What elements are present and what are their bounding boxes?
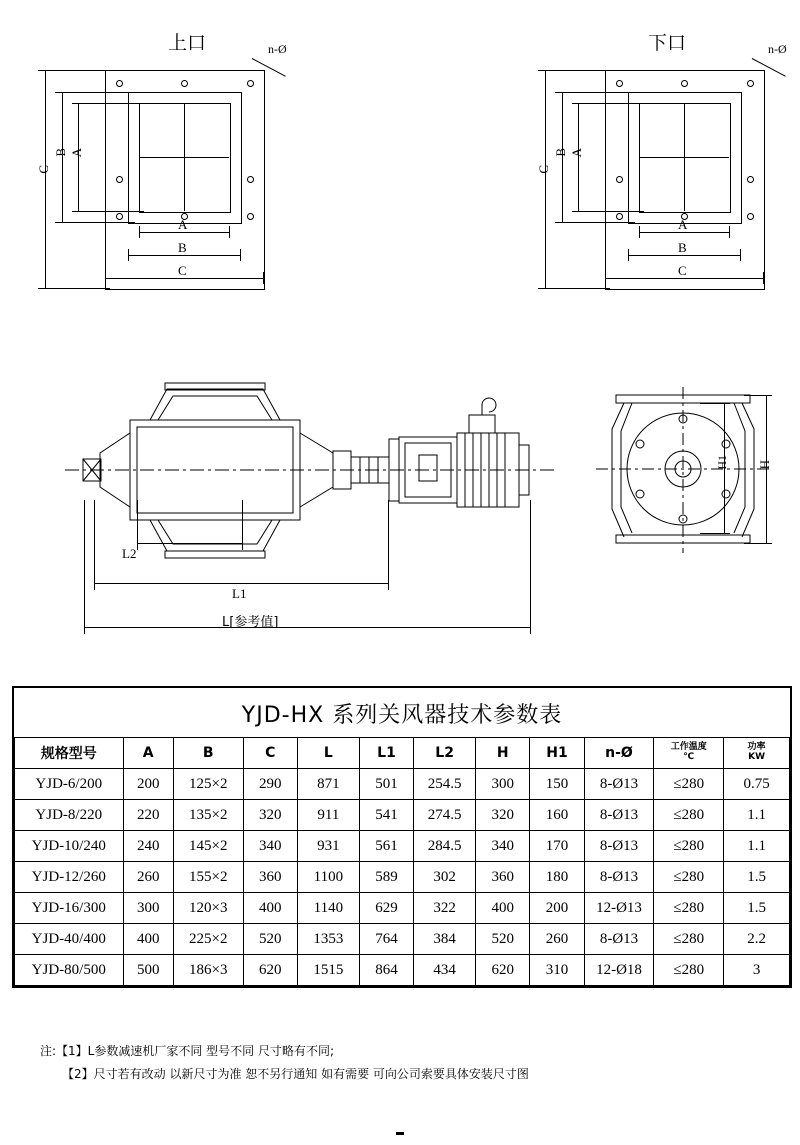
cell-holes: 12-Ø18 bbox=[584, 955, 654, 986]
dim-B-vertical-line bbox=[562, 92, 563, 222]
bolt-hole bbox=[247, 80, 254, 87]
ext-line bbox=[242, 500, 243, 550]
cell-power: 3 bbox=[724, 955, 790, 986]
th-temperature: 工作温度 ℃ bbox=[654, 738, 724, 769]
cell-L1: 501 bbox=[359, 769, 413, 800]
cell-H: 620 bbox=[476, 955, 530, 986]
cell-power: 2.2 bbox=[724, 924, 790, 955]
table-header-row bbox=[15, 738, 790, 769]
cell-temperature: ≤280 bbox=[654, 893, 724, 924]
cell-temperature: ≤280 bbox=[654, 955, 724, 986]
ext-line bbox=[700, 403, 730, 404]
th-A: A bbox=[123, 738, 173, 769]
cell-A: 260 bbox=[123, 862, 173, 893]
ext-line bbox=[572, 103, 644, 104]
cell-model: YJD-6/200 bbox=[15, 769, 124, 800]
th-L: L bbox=[297, 738, 359, 769]
ext-line bbox=[55, 222, 135, 223]
ext-line bbox=[763, 272, 764, 284]
bolt-hole bbox=[116, 80, 123, 87]
cell-C: 620 bbox=[243, 955, 297, 986]
ext-line bbox=[55, 92, 135, 93]
cell-model: YJD-8/220 bbox=[15, 800, 124, 831]
spec-table-title: YJD-HX 系列关风器技术参数表 bbox=[241, 703, 563, 728]
dim-label-L1: L1 bbox=[232, 586, 247, 601]
ext-line bbox=[605, 272, 606, 284]
cell-A: 220 bbox=[123, 800, 173, 831]
cell-B: 225×2 bbox=[173, 924, 243, 955]
table-row bbox=[15, 924, 790, 955]
cell-L: 911 bbox=[297, 800, 359, 831]
cell-holes: 8-Ø13 bbox=[584, 800, 654, 831]
cell-L1: 541 bbox=[359, 800, 413, 831]
ext-line bbox=[84, 500, 85, 634]
table-row bbox=[15, 955, 790, 986]
cell-power: 1.5 bbox=[724, 893, 790, 924]
cell-model: YJD-80/500 bbox=[15, 955, 124, 986]
ext-line bbox=[137, 500, 138, 550]
ext-line bbox=[700, 533, 730, 534]
ext-line bbox=[639, 226, 640, 238]
dim-label-C: C bbox=[536, 165, 551, 174]
cell-B: 155×2 bbox=[173, 862, 243, 893]
cell-L2: 284.5 bbox=[414, 831, 476, 862]
dim-label-A: A bbox=[569, 148, 584, 158]
ext-line bbox=[628, 249, 629, 261]
th-H: H bbox=[476, 738, 530, 769]
cell-temperature: ≤280 bbox=[654, 831, 724, 862]
cell-H1: 150 bbox=[530, 769, 584, 800]
ext-line bbox=[240, 249, 241, 261]
ext-line bbox=[555, 92, 635, 93]
cell-H: 400 bbox=[476, 893, 530, 924]
cell-L: 1140 bbox=[297, 893, 359, 924]
cell-temperature: ≤280 bbox=[654, 924, 724, 955]
ext-line bbox=[530, 500, 531, 634]
cell-L2: 302 bbox=[414, 862, 476, 893]
dim-label-B: B bbox=[553, 148, 568, 157]
cell-holes: 8-Ø13 bbox=[584, 769, 654, 800]
dim-label-H1: H1 bbox=[715, 455, 729, 470]
ext-line bbox=[744, 395, 772, 396]
bolt-hole bbox=[616, 213, 623, 220]
ext-line bbox=[94, 500, 95, 590]
dim-label-H: H bbox=[757, 460, 772, 470]
ext-line bbox=[263, 272, 264, 284]
bore-center-hline bbox=[139, 157, 229, 158]
rotary-valve-side-svg bbox=[588, 385, 800, 575]
ext-line bbox=[538, 70, 610, 71]
cell-L1: 561 bbox=[359, 831, 413, 862]
dim-L-line bbox=[84, 627, 530, 628]
cell-model: YJD-12/260 bbox=[15, 862, 124, 893]
cell-L2: 274.5 bbox=[414, 800, 476, 831]
cell-temperature: ≤280 bbox=[654, 800, 724, 831]
cell-model: YJD-40/400 bbox=[15, 924, 124, 955]
bolt-hole bbox=[747, 213, 754, 220]
flange-bore bbox=[639, 103, 731, 213]
th-L2: L2 bbox=[414, 738, 476, 769]
cell-H: 520 bbox=[476, 924, 530, 955]
cell-L2: 254.5 bbox=[414, 769, 476, 800]
dim-label-A: A bbox=[69, 148, 84, 158]
cell-L: 1353 bbox=[297, 924, 359, 955]
dim-label-B: B bbox=[53, 148, 68, 157]
dim-label-C: C bbox=[178, 263, 187, 278]
cell-L: 1100 bbox=[297, 862, 359, 893]
cell-B: 135×2 bbox=[173, 800, 243, 831]
ext-line bbox=[229, 226, 230, 238]
ext-line bbox=[105, 272, 106, 284]
cell-C: 320 bbox=[243, 800, 297, 831]
th-model: 规格型号 bbox=[15, 738, 124, 769]
cell-temperature: ≤280 bbox=[654, 862, 724, 893]
spec-table-head bbox=[15, 738, 790, 769]
ext-line bbox=[38, 70, 110, 71]
cell-L1: 589 bbox=[359, 862, 413, 893]
hole-callout-label: n-Ø bbox=[268, 42, 287, 56]
cell-holes: 12-Ø13 bbox=[584, 893, 654, 924]
cell-power: 1.1 bbox=[724, 831, 790, 862]
cell-temperature: ≤280 bbox=[654, 769, 724, 800]
dim-B-vertical-line bbox=[62, 92, 63, 222]
bolt-hole bbox=[116, 176, 123, 183]
th-power: 功率 KW bbox=[724, 738, 790, 769]
spec-table bbox=[14, 688, 790, 986]
ext-line bbox=[128, 249, 129, 261]
cell-model: YJD-10/240 bbox=[15, 831, 124, 862]
cell-H1: 310 bbox=[530, 955, 584, 986]
cell-H: 300 bbox=[476, 769, 530, 800]
cell-H: 320 bbox=[476, 800, 530, 831]
cell-H1: 260 bbox=[530, 924, 584, 955]
cell-holes: 8-Ø13 bbox=[584, 831, 654, 862]
cell-power: 1.1 bbox=[724, 800, 790, 831]
table-row bbox=[15, 769, 790, 800]
cell-H1: 160 bbox=[530, 800, 584, 831]
cell-H1: 180 bbox=[530, 862, 584, 893]
cell-model: YJD-16/300 bbox=[15, 893, 124, 924]
table-row bbox=[15, 893, 790, 924]
dim-label-L2: L2 bbox=[122, 546, 137, 561]
bolt-hole bbox=[247, 213, 254, 220]
bolt-hole bbox=[116, 213, 123, 220]
cell-A: 200 bbox=[123, 769, 173, 800]
th-C: C bbox=[243, 738, 297, 769]
cell-holes: 8-Ø13 bbox=[584, 862, 654, 893]
cell-H: 360 bbox=[476, 862, 530, 893]
bore-center-hline bbox=[639, 157, 729, 158]
dim-L2-line bbox=[137, 543, 242, 544]
dim-label-B: B bbox=[178, 240, 187, 255]
ext-line bbox=[72, 103, 144, 104]
bolt-hole bbox=[681, 80, 688, 87]
dim-L1-line bbox=[94, 583, 388, 584]
th-holes: n-Ø bbox=[584, 738, 654, 769]
bolt-hole bbox=[616, 80, 623, 87]
ext-line bbox=[729, 226, 730, 238]
dim-label-A: A bbox=[178, 217, 188, 232]
hole-callout-label: n-Ø bbox=[768, 42, 787, 56]
cell-holes: 8-Ø13 bbox=[584, 924, 654, 955]
ext-line bbox=[572, 211, 644, 212]
dim-label-C: C bbox=[36, 165, 51, 174]
cell-C: 340 bbox=[243, 831, 297, 862]
dim-C-vertical-line bbox=[545, 70, 546, 288]
cell-B: 120×3 bbox=[173, 893, 243, 924]
table-row bbox=[15, 862, 790, 893]
cell-H1: 170 bbox=[530, 831, 584, 862]
cell-C: 400 bbox=[243, 893, 297, 924]
cell-L: 871 bbox=[297, 769, 359, 800]
cell-A: 500 bbox=[123, 955, 173, 986]
bolt-hole bbox=[747, 176, 754, 183]
ext-line bbox=[744, 543, 772, 544]
table-row bbox=[15, 831, 790, 862]
bottom-port-title: 下口 bbox=[648, 32, 687, 54]
ext-line bbox=[740, 249, 741, 261]
th-B: B bbox=[173, 738, 243, 769]
cell-B: 125×2 bbox=[173, 769, 243, 800]
top-port-title: 上口 bbox=[168, 32, 207, 54]
cell-B: 186×3 bbox=[173, 955, 243, 986]
dim-C-vertical-line bbox=[45, 70, 46, 288]
bolt-hole bbox=[616, 176, 623, 183]
cell-B: 145×2 bbox=[173, 831, 243, 862]
cell-C: 290 bbox=[243, 769, 297, 800]
note-line-1: 注:【1】L参数减速机厂家不同 型号不同 尺寸略有不同; bbox=[40, 1044, 335, 1058]
cell-L2: 434 bbox=[414, 955, 476, 986]
cell-H1: 200 bbox=[530, 893, 584, 924]
th-H1: H1 bbox=[530, 738, 584, 769]
bolt-hole bbox=[181, 80, 188, 87]
ext-line bbox=[538, 288, 610, 289]
flange-bore bbox=[139, 103, 231, 213]
cell-H: 340 bbox=[476, 831, 530, 862]
th-L1: L1 bbox=[359, 738, 413, 769]
spec-table-container bbox=[12, 686, 792, 988]
spec-table-body bbox=[15, 769, 790, 986]
cell-L2: 384 bbox=[414, 924, 476, 955]
cell-power: 1.5 bbox=[724, 862, 790, 893]
cell-L: 1515 bbox=[297, 955, 359, 986]
cell-C: 360 bbox=[243, 862, 297, 893]
ext-line bbox=[38, 288, 110, 289]
cell-A: 300 bbox=[123, 893, 173, 924]
cell-L1: 764 bbox=[359, 924, 413, 955]
cell-L1: 629 bbox=[359, 893, 413, 924]
dim-label-B: B bbox=[678, 240, 687, 255]
cell-A: 240 bbox=[123, 831, 173, 862]
note-line-2: 【2】尺寸若有改动 以新尺寸为准 恕不另行通知 如有需要 可向公司索要具体安装尺寸图 bbox=[62, 1066, 529, 1081]
dim-label-C: C bbox=[678, 263, 687, 278]
ext-line bbox=[555, 222, 635, 223]
cell-L1: 864 bbox=[359, 955, 413, 986]
cell-L2: 322 bbox=[414, 893, 476, 924]
page-footer-mark bbox=[396, 1132, 404, 1135]
cell-C: 520 bbox=[243, 924, 297, 955]
ext-line bbox=[388, 500, 389, 590]
table-row bbox=[15, 800, 790, 831]
dim-label-L: L[参考值] bbox=[222, 615, 279, 630]
cell-A: 400 bbox=[123, 924, 173, 955]
dim-label-A: A bbox=[678, 217, 688, 232]
ext-line bbox=[139, 226, 140, 238]
bolt-hole bbox=[747, 80, 754, 87]
cell-L: 931 bbox=[297, 831, 359, 862]
bolt-hole bbox=[247, 176, 254, 183]
ext-line bbox=[72, 211, 144, 212]
notes-block bbox=[40, 1040, 529, 1086]
cell-power: 0.75 bbox=[724, 769, 790, 800]
rotary-valve-front-svg bbox=[55, 375, 575, 635]
